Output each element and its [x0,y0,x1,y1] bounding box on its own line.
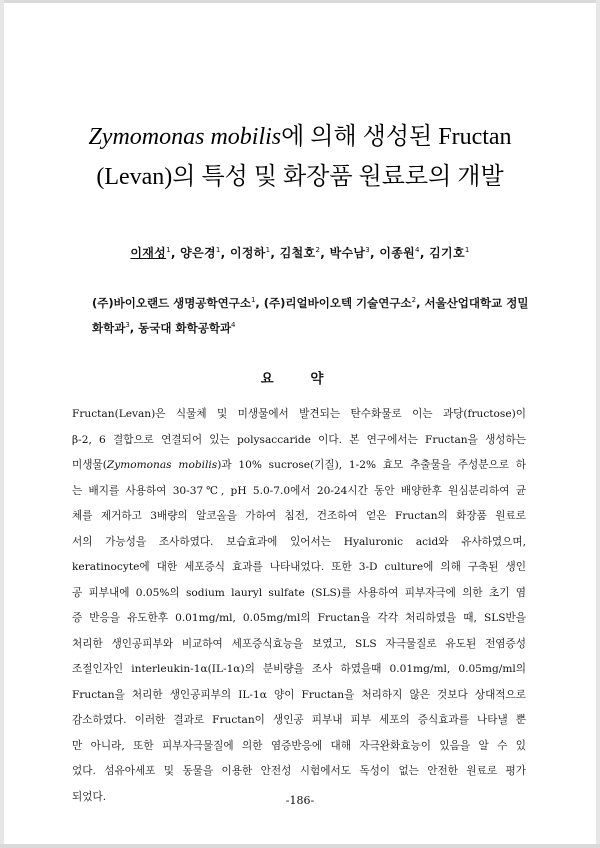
abstract-line: 되었다. [72,790,107,803]
author-name: 김철호 [279,246,316,260]
abstract-line: 조절인자인 interleukin-1α(IL-1α)의 분비량을 조사 하였을때 0.01mg/ml, 0.05mg/ml의 [72,663,526,675]
affiliation-3-prefix: 서울산업대학교 정밀 [424,295,529,310]
abstract-line: 공 피부내에 0.05%의 sodium lauryl sulfate (SLS)를 사용하여 피부자극에 의한 초기 염 [72,586,526,599]
author-name: 박수남 [329,246,366,260]
author-name: 이종원 [379,246,416,260]
abstract-line: 는 배지를 사용하여 30-37℃, pH 5.0-7.0에서 20-24시간 동안 배양한후 원심분리하여 균 [72,484,526,497]
page-border-left [0,0,4,848]
author-affil-mark: 1 [265,246,271,254]
affiliation-mark: 2 [411,296,417,304]
abstract-line: 체를 제거하고 3배량의 알코올을 가하여 침전, 건조하여 얻은 Fructan의 화장품 원료로 [72,510,526,522]
title-italic-species: Zymomonas mobilis [88,124,282,150]
abstract-line-3-suffix: )과 10% sucrose(기질), 1-2% 효모 추출물을 주성분으로 하 [217,459,526,471]
title-line-2: (Levan)의 특성 및 화장품 원료로의 개발 [96,164,504,190]
page-border-top [0,0,600,3]
abstract-line: β-2, 6 결합으로 연결되어 있는 polysaccaride 이다. 본 연구에서는 Fructan을 생성하는 [72,433,526,446]
author-affil-mark: 1 [464,246,470,254]
abstract-line: 만 아니라, 또한 피부자극물질에 의한 염증반응에 대해 자극완화효능이 있음을 알 수 있 [72,739,526,752]
affiliation-2: (주)리얼바이오텍 기술연구소 [263,295,412,310]
affiliations: (주)바이오랜드 생명공학연구소$^1$, (주)리얼바이오텍 기술연구소$^2$, 서울산업대학교 정밀 화학과$^3$, 동국대 화학공학과$^4$ [92,295,529,335]
abstract-line [72,453,526,479]
abstract-line: 증 반응을 유도한후 0.01mg/ml, 0.05mg/ml의 Fructan을 각각 처리하였을 때, SLS반을 [72,612,526,624]
page-number: -186- [285,794,315,807]
author-list: 이재성$^1$, 양은경$^1$, 이정하$^1$, 김철호$^2$, 박수남$^3$, 이종원$^4$, 김기호$^1$ [130,246,470,260]
abstract-line: 서의 가능성을 조사하였다. 보습효과에 있어서는 Hyaluronic acid와 유사하였으며, [72,535,526,548]
affiliation-3-suffix: 화학과 [92,320,126,335]
abstract-line: 처리한 생인공피부와 비교하여 세포증식효능을 보였고, SLS 자극물질로 유도된 전염증성 [72,637,526,650]
abstract-line-3-prefix: 미생물( [72,459,107,471]
author-affil-mark: 1 [166,246,171,254]
title-line-1 [30,117,570,157]
abstract-line: keratinocyte에 대한 세포증식 효과를 나타내었다. 또한 3-D culture에 의해 구축된 생인 [72,561,526,573]
paper-title [30,117,570,197]
page-border-right [596,0,600,848]
author-affil-mark: 1 [215,246,221,254]
title-line-1-rest: 에 의해 생성된 Fructan [281,124,512,150]
affiliation-4: 동국대 화학공학과 [138,320,232,335]
abstract-line-3-species: Zymomonas mobilis [106,459,218,471]
author-affil-mark: 3 [365,246,371,254]
affiliation-mark: 3 [125,320,130,329]
affiliation-1: (주)바이오랜드 생명공학연구소 [92,295,251,310]
abstract-line: Fructan(Levan)은 식물체 및 미생물에서 발견되는 탄수화물로 이는 과당(fructose)이 [72,408,526,420]
abstract-line: Fructan을 처리한 생인공피부의 IL-1α 양이 Fructan을 처리하지 않은 것보다 상대적으로 [72,688,526,701]
author-affil-mark: 4 [415,246,420,254]
abstract-body [72,402,526,810]
abstract-line: 감소하였다. 이러한 결과로 Fructan이 생인공 피부내 피부 세포의 증식효과를 나타낼 뿐 [72,714,526,726]
affiliation-mark: 4 [231,320,236,329]
abstract-line: 었다. 섬유아세포 및 동물을 이용한 안전성 시험에서도 독성이 없는 안전한 원료로 평가 [72,765,526,777]
affiliation-mark: 1 [250,296,256,304]
abstract-heading: 요 약 [260,371,340,387]
page-border-bottom [0,844,600,848]
author-name: 김기호 [429,246,465,260]
author-name: 양은경 [180,246,216,260]
author-affil-mark: 2 [315,246,321,254]
author-name: 이정하 [229,246,266,260]
author-name: 이재성 [130,246,167,260]
